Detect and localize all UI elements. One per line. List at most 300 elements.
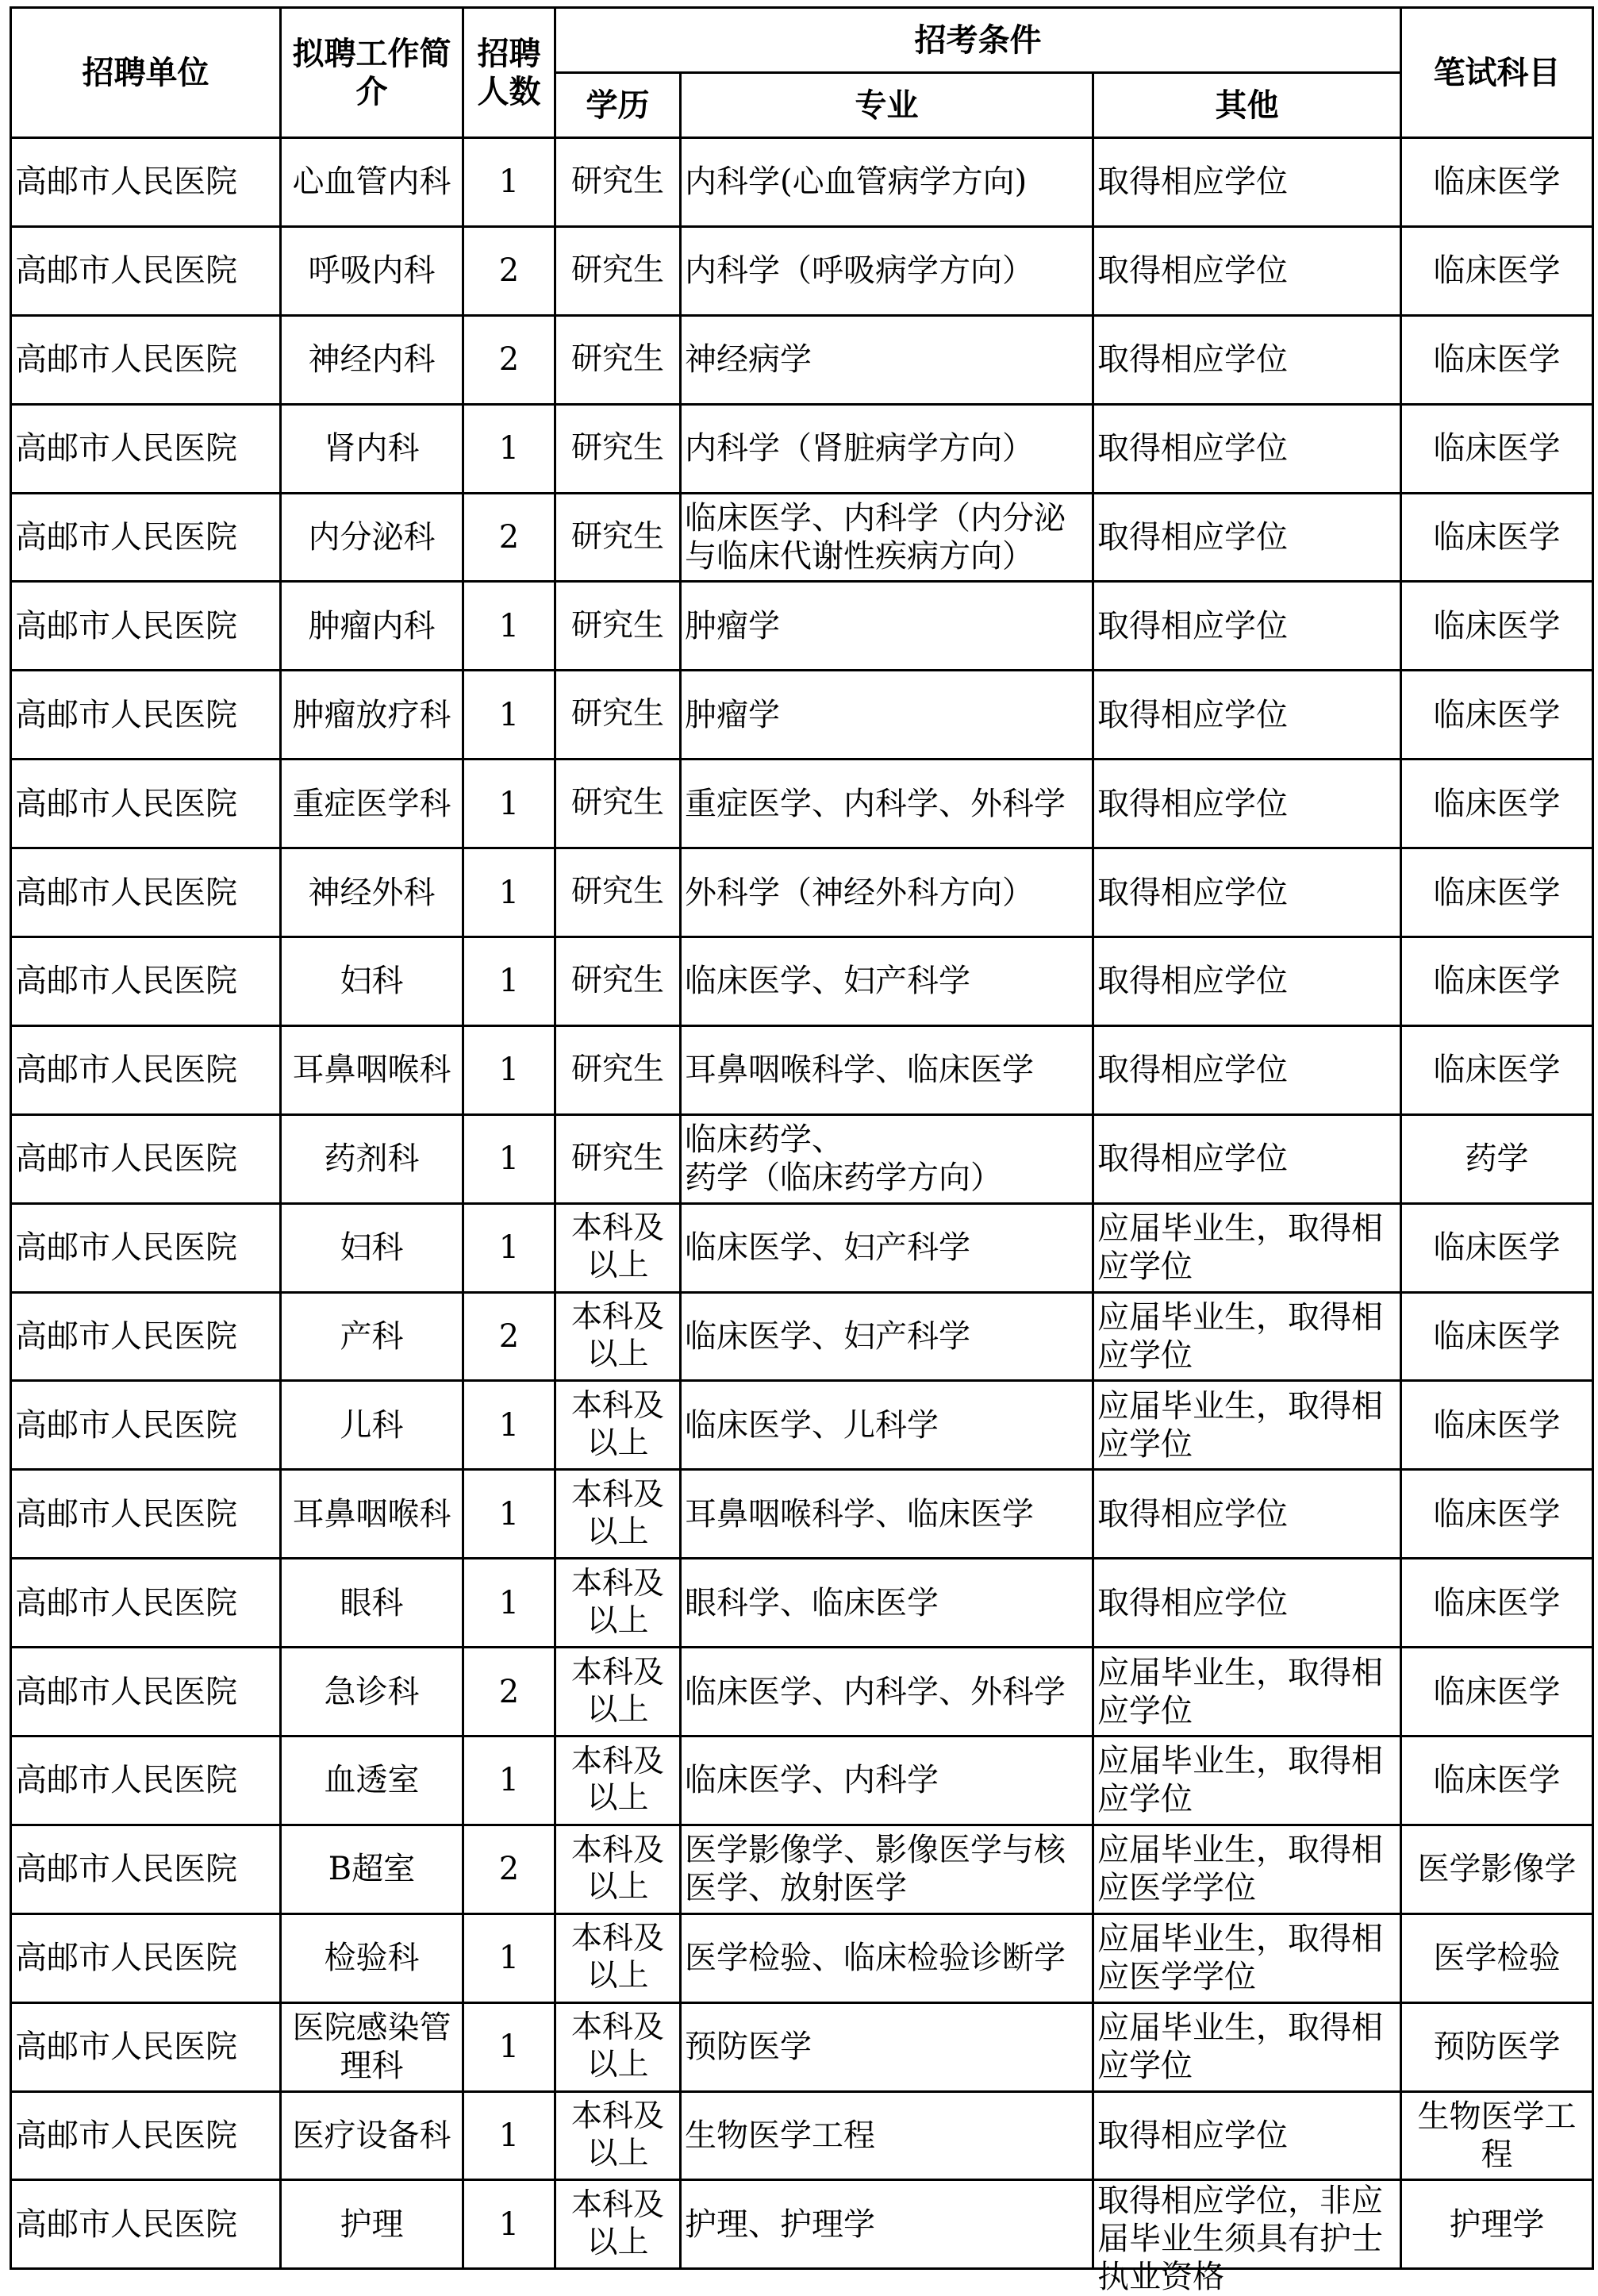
cell-major-text: 内科学(心血管病学方向) [685,163,1028,201]
cell-other [1093,1381,1401,1470]
cell-major [681,493,1093,582]
cell-major [681,937,1093,1026]
cell-major [681,1736,1093,1825]
cell-job [281,493,463,582]
cell-job [281,1736,463,1825]
cell-unit [11,1825,281,1913]
cell-unit [11,760,281,848]
table-row [11,937,1593,1026]
cell-major-text: 耳鼻咽喉科学、临床医学 [685,1495,1034,1533]
cell-other-text: 应届毕业生，取得相应学位 [1097,1299,1383,1375]
cell-education [555,1292,681,1381]
cell-major-text: 临床医学、内科学 [685,1762,939,1799]
cell-count [463,848,555,937]
cell-other [1093,1470,1401,1559]
cell-job [281,2091,463,2180]
cell-count-text: 1 [498,2029,520,2066]
cell-other [1093,1114,1401,1203]
cell-other [1093,1025,1401,1114]
cell-other [1093,848,1401,937]
cell-education [555,1114,681,1203]
cell-major-text: 医学检验、临床检验诊断学 [685,1940,1066,1977]
cell-exam-text: 医学检验 [1433,1940,1561,1977]
cell-other [1093,2180,1401,2295]
cell-unit [11,1648,281,1736]
cell-exam [1401,1825,1593,1913]
cell-education [555,848,681,937]
cell-job-text: 眼科 [340,1584,404,1621]
table-row [11,1736,1593,1825]
cell-major [681,1381,1093,1470]
cell-education-text: 研究生 [570,163,664,200]
cell-other [1093,404,1401,493]
cell-count [463,1025,555,1114]
cell-major [681,2180,1093,2269]
cell-exam-text: 临床医学 [1433,785,1561,822]
cell-exam [1401,671,1593,760]
cell-job-text: 肿瘤放疗科 [292,696,451,733]
cell-job [281,1470,463,1559]
cell-major [681,671,1093,760]
cell-unit [11,1470,281,1559]
cell-education-text: 研究生 [570,340,664,377]
header-job: 拟聘工作简介 [281,8,463,138]
cell-education-text: 本科及以上 [570,2098,664,2172]
cell-other-text: 取得相应学位 [1097,2117,1288,2155]
cell-exam [1401,2091,1593,2180]
cell-count-text: 1 [498,1940,520,1977]
cell-education-text: 研究生 [570,518,664,555]
cell-count [463,2091,555,2180]
cell-other-text: 取得相应学位，非应届毕业生须具有护士执业资格 [1097,2182,1383,2295]
cell-exam [1401,1292,1593,1381]
cell-count [463,582,555,671]
cell-job-text: 检验科 [324,1940,420,1977]
cell-other [1093,315,1401,404]
cell-count [463,1559,555,1648]
cell-count-text: 1 [498,874,520,911]
cell-count-text: 1 [498,785,520,822]
cell-job [281,1648,463,1736]
cell-count-text: 1 [498,1140,520,1178]
cell-count [463,315,555,404]
cell-exam [1401,848,1593,937]
cell-major-text: 内科学（呼吸病学方向） [685,252,1034,290]
cell-education [555,315,681,404]
header-count: 招聘人数 [463,8,555,138]
cell-count-text: 1 [498,1406,520,1444]
cell-education [555,404,681,493]
cell-job [281,937,463,1026]
cell-education [555,2180,681,2269]
cell-job [281,2002,463,2091]
cell-exam-text: 护理学 [1449,2206,1545,2243]
cell-exam-text: 医学影像学 [1417,1851,1577,1888]
cell-job-text: 耳鼻咽喉科 [292,1495,451,1533]
cell-major [681,2091,1093,2180]
cell-job-text: 耳鼻咽喉科 [292,1052,451,1089]
cell-education [555,138,681,227]
cell-major-text: 临床药学、 药学（临床药学方向） [685,1121,1002,1197]
table-row [11,1470,1593,1559]
cell-count [463,2180,555,2269]
cell-exam-text: 生物医学工程 [1417,2098,1577,2174]
cell-unit [11,848,281,937]
cell-education [555,2002,681,2091]
cell-other [1093,2002,1401,2091]
cell-job [281,1825,463,1913]
table-row [11,1114,1593,1203]
cell-count-text: 2 [498,1851,520,1888]
cell-exam [1401,1559,1593,1648]
cell-exam [1401,760,1593,848]
cell-unit-text: 高邮市人民医院 [15,874,237,911]
cell-job-text: 血透室 [324,1762,420,1799]
cell-unit [11,1114,281,1203]
cell-unit-text: 高邮市人民医院 [15,607,237,644]
cell-count-text: 2 [498,1673,520,1710]
table-row [11,2002,1593,2091]
cell-major-text: 肿瘤学 [685,696,780,733]
cell-major-text: 护理、护理学 [685,2206,875,2243]
cell-major [681,1913,1093,2002]
cell-major [681,1114,1093,1203]
cell-count [463,1114,555,1203]
table-row [11,315,1593,404]
cell-unit-text: 高邮市人民医院 [15,1229,237,1267]
cell-exam-text: 临床医学 [1433,874,1561,911]
cell-exam-text: 临床医学 [1433,1673,1561,1710]
cell-unit-text: 高邮市人民医院 [15,2206,237,2243]
cell-major-text: 临床医学、妇产科学 [685,1229,970,1267]
cell-unit-text: 高邮市人民医院 [15,163,237,201]
cell-count [463,1203,555,1292]
cell-unit-text: 高邮市人民医院 [15,1673,237,1710]
cell-education [555,1025,681,1114]
cell-count-text: 1 [498,1229,520,1267]
cell-major-text: 临床医学、妇产科学 [685,1318,970,1356]
cell-job-text: 肿瘤内科 [308,607,436,644]
cell-job [281,671,463,760]
cell-unit-text: 高邮市人民医院 [15,696,237,733]
cell-unit [11,315,281,404]
cell-education-text: 本科及以上 [570,1477,664,1550]
cell-exam-text: 临床医学 [1433,1584,1561,1621]
cell-job-text: 神经外科 [308,874,436,911]
cell-unit-text: 高邮市人民医院 [15,1851,237,1888]
cell-major [681,315,1093,404]
table-row [11,404,1593,493]
cell-major [681,760,1093,848]
cell-education [555,1648,681,1736]
cell-job-text: 呼吸内科 [308,252,436,290]
cell-unit-text: 高邮市人民医院 [15,430,237,467]
cell-other [1093,1913,1401,2002]
cell-unit [11,1736,281,1825]
cell-other-text: 应届毕业生，取得相应学位 [1097,2009,1383,2085]
cell-exam-text: 临床医学 [1433,1762,1561,1799]
cell-job-text: 产科 [340,1318,404,1356]
cell-count [463,1825,555,1913]
cell-count-text: 1 [498,1052,520,1089]
cell-other-text: 取得相应学位 [1097,607,1288,644]
cell-major-text: 神经病学 [685,341,812,379]
cell-major [681,1292,1093,1381]
cell-major-text: 预防医学 [685,2029,812,2066]
cell-exam [1401,1203,1593,1292]
table-row [11,1025,1593,1114]
cell-count-text: 1 [498,2117,520,2155]
cell-exam [1401,1470,1593,1559]
cell-other-text: 取得相应学位 [1097,163,1288,201]
cell-unit-text: 高邮市人民医院 [15,1140,237,1178]
cell-major-text: 眼科学、临床医学 [685,1584,939,1621]
cell-exam-text: 临床医学 [1433,1406,1561,1444]
cell-exam-text: 临床医学 [1433,252,1561,290]
cell-job [281,582,463,671]
cell-job [281,1114,463,1203]
cell-unit [11,937,281,1026]
cell-education-text: 研究生 [570,963,664,999]
cell-major-text: 临床医学、儿科学 [685,1406,939,1444]
cell-other-text: 取得相应学位 [1097,1140,1288,1178]
cell-education [555,760,681,848]
table-row [11,1381,1593,1470]
cell-count [463,226,555,315]
cell-other-text: 取得相应学位 [1097,519,1288,556]
cell-count [463,1648,555,1736]
table-row [11,671,1593,760]
cell-job [281,315,463,404]
cell-job [281,1913,463,2002]
cell-job [281,226,463,315]
cell-other-text: 取得相应学位 [1097,1495,1288,1533]
cell-count-text: 1 [498,1495,520,1533]
cell-unit-text: 高邮市人民医院 [15,785,237,822]
cell-major-text: 生物医学工程 [685,2117,875,2155]
cell-unit [11,671,281,760]
cell-other-text: 取得相应学位 [1097,341,1288,379]
cell-exam [1401,404,1593,493]
cell-education-text: 研究生 [570,696,664,733]
cell-education-text: 研究生 [570,429,664,466]
cell-education-text: 本科及以上 [570,1654,664,1728]
cell-unit [11,2002,281,2091]
cell-job [281,760,463,848]
cell-exam [1401,937,1593,1026]
cell-unit-text: 高邮市人民医院 [15,1052,237,1089]
cell-unit-text: 高邮市人民医院 [15,519,237,556]
cell-count [463,493,555,582]
cell-education [555,2091,681,2180]
cell-education-text: 研究生 [570,607,664,644]
cell-count [463,1470,555,1559]
cell-other [1093,138,1401,227]
cell-unit [11,1913,281,2002]
cell-education [555,1825,681,1913]
cell-count-text: 1 [498,963,520,1000]
cell-unit [11,404,281,493]
cell-count-text: 2 [498,252,520,290]
cell-education-text: 本科及以上 [570,1388,664,1461]
cell-exam-text: 临床医学 [1433,1229,1561,1267]
cell-major [681,138,1093,227]
cell-major [681,1470,1093,1559]
cell-exam-text: 预防医学 [1433,2029,1561,2066]
cell-job [281,848,463,937]
cell-exam-text: 临床医学 [1433,341,1561,379]
table-row [11,1292,1593,1381]
cell-exam-text: 临床医学 [1433,1495,1561,1533]
cell-major-text: 临床医学、内科学、外科学 [685,1673,1066,1710]
cell-major-text: 耳鼻咽喉科学、临床医学 [685,1052,1034,1089]
cell-job [281,1025,463,1114]
cell-job-text: 内分泌科 [308,519,436,556]
cell-exam-text: 药学 [1465,1140,1529,1178]
cell-other-text: 应届毕业生，取得相应学位 [1097,1210,1383,1286]
cell-unit [11,2091,281,2180]
cell-unit [11,2180,281,2269]
cell-unit-text: 高邮市人民医院 [15,1406,237,1444]
cell-education [555,582,681,671]
table-row [11,1559,1593,1648]
cell-education-text: 研究生 [570,874,664,910]
cell-major-text: 临床医学、妇产科学 [685,963,970,1000]
cell-unit [11,226,281,315]
cell-exam [1401,1025,1593,1114]
cell-major [681,1559,1093,1648]
cell-unit [11,1292,281,1381]
cell-unit [11,138,281,227]
cell-major-text: 外科学（神经外科方向） [685,874,1034,911]
cell-unit-text: 高邮市人民医院 [15,1495,237,1533]
cell-exam [1401,1648,1593,1736]
cell-exam [1401,493,1593,582]
cell-count [463,404,555,493]
cell-other [1093,1559,1401,1648]
cell-other [1093,1825,1401,1913]
cell-education [555,1559,681,1648]
cell-job [281,404,463,493]
cell-count-text: 1 [498,1584,520,1621]
cell-count [463,1381,555,1470]
cell-job-text: 急诊科 [324,1673,420,1710]
cell-job-text: 神经内科 [308,341,436,379]
table-row [11,1203,1593,1292]
cell-education [555,1736,681,1825]
cell-major [681,1825,1093,1913]
table-row [11,2180,1593,2269]
cell-education [555,226,681,315]
cell-other-text: 应届毕业生，取得相应医学学位 [1097,1832,1383,1907]
cell-exam-text: 临床医学 [1433,519,1561,556]
cell-major-text: 重症医学、内科学、外科学 [685,785,1066,822]
header-education: 学历 [555,73,681,138]
cell-unit [11,582,281,671]
cell-education-text: 本科及以上 [570,1299,664,1373]
cell-other [1093,1648,1401,1736]
cell-other-text: 应届毕业生，取得相应医学学位 [1097,1921,1383,1996]
cell-count [463,1736,555,1825]
cell-unit [11,1559,281,1648]
cell-count-text: 1 [498,430,520,467]
table-row [11,138,1593,227]
cell-education-text: 研究生 [570,1140,664,1176]
cell-education-text: 本科及以上 [570,1743,664,1817]
cell-major [681,848,1093,937]
cell-exam [1401,226,1593,315]
cell-count-text: 2 [498,519,520,556]
cell-unit [11,1025,281,1114]
cell-education [555,937,681,1026]
cell-education-text: 研究生 [570,1051,664,1087]
cell-count [463,937,555,1026]
cell-unit-text: 高邮市人民医院 [15,2117,237,2155]
cell-exam [1401,138,1593,227]
cell-major-text: 临床医学、内科学（内分泌与临床代谢性疾病方向） [685,500,1066,575]
cell-other [1093,760,1401,848]
cell-unit [11,1381,281,1470]
table-row [11,226,1593,315]
cell-unit-text: 高邮市人民医院 [15,1584,237,1621]
cell-unit-text: 高邮市人民医院 [15,1318,237,1356]
cell-other-text: 应届毕业生，取得相应学位 [1097,1654,1383,1729]
table-row [11,493,1593,582]
cell-job-text: 儿科 [340,1406,404,1444]
cell-job-text: 重症医学科 [292,785,451,822]
cell-count [463,760,555,848]
cell-job-text: 妇科 [340,963,404,1000]
cell-other [1093,1203,1401,1292]
recruitment-table [10,6,1594,2295]
cell-exam [1401,2180,1593,2269]
cell-exam [1401,1114,1593,1203]
cell-unit-text: 高邮市人民医院 [15,252,237,290]
cell-count [463,138,555,227]
cell-other-text: 应届毕业生，取得相应学位 [1097,1743,1383,1818]
cell-count-text: 1 [498,2206,520,2243]
cell-job-text: B超室 [328,1851,416,1888]
cell-exam-text: 临床医学 [1433,1318,1561,1356]
cell-other-text: 取得相应学位 [1097,696,1288,733]
cell-count-text: 2 [498,1318,520,1356]
cell-education-text: 本科及以上 [570,1832,664,1906]
cell-other [1093,226,1401,315]
cell-exam [1401,1381,1593,1470]
cell-count-text: 1 [498,1762,520,1799]
cell-other-text: 取得相应学位 [1097,1584,1288,1621]
cell-job-text: 肾内科 [324,430,420,467]
cell-other [1093,671,1401,760]
cell-education-text: 本科及以上 [570,2009,664,2083]
cell-exam-text: 临床医学 [1433,696,1561,733]
cell-other-text: 取得相应学位 [1097,874,1288,911]
cell-count [463,2002,555,2091]
cell-education-text: 本科及以上 [570,1921,664,1994]
cell-education [555,493,681,582]
cell-exam-text: 临床医学 [1433,963,1561,1000]
cell-other-text: 取得相应学位 [1097,963,1288,1000]
table-row [11,1648,1593,1736]
cell-other-text: 取得相应学位 [1097,252,1288,290]
cell-education [555,1470,681,1559]
cell-major [681,404,1093,493]
header-unit: 招聘单位 [11,8,281,138]
cell-other-text: 应届毕业生，取得相应学位 [1097,1387,1383,1463]
cell-unit [11,1203,281,1292]
cell-job-text: 医院感染管理科 [292,2009,451,2085]
cell-education [555,1203,681,1292]
